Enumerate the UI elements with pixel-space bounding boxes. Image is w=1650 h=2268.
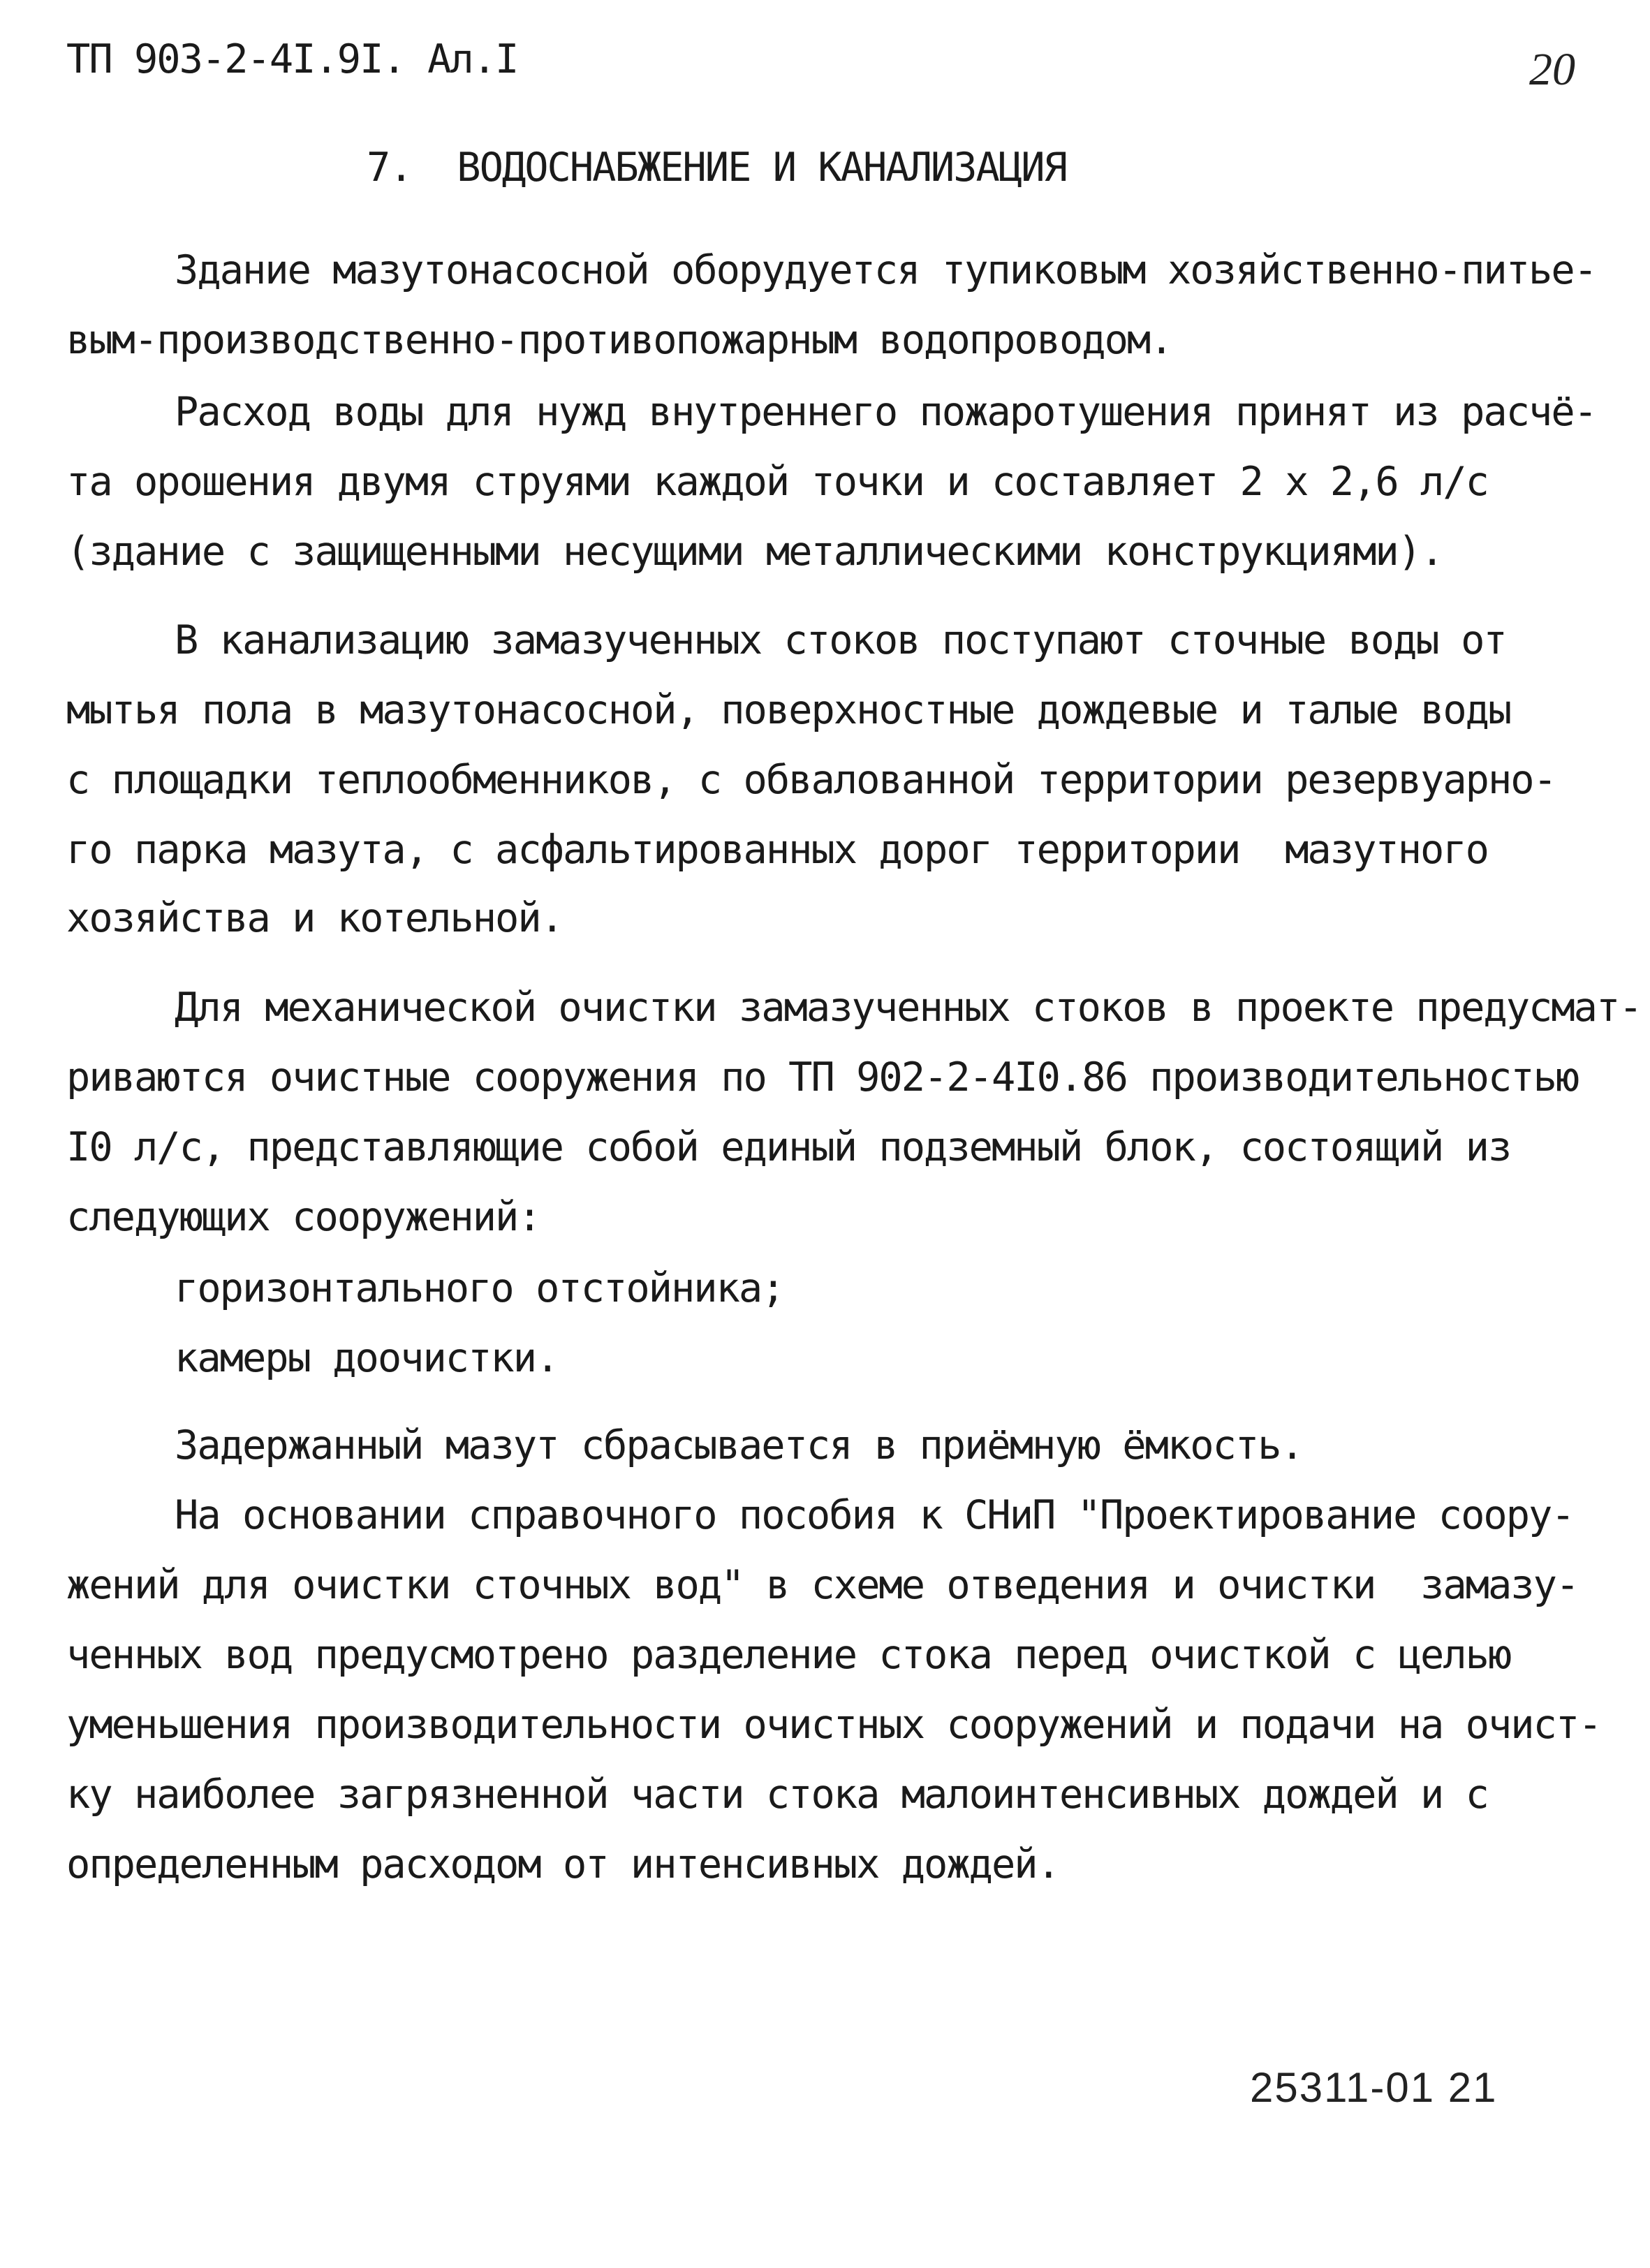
page-number: 20: [1529, 44, 1575, 95]
text-line: Для механической очистки замазученных стоков в проекте предусмат-: [175, 985, 1642, 1031]
document-code: ТП 903-2-4I.9I. Ал.I: [66, 36, 518, 82]
text-line: (здание с защищенными несущими металлическими конструкциями).: [66, 529, 1443, 575]
text-line: жений для очистки сточных вод" в схеме отведения и очистки замазу-: [66, 1562, 1579, 1608]
text-line: мытья пола в мазутонасосной, поверхностные дождевые и талые воды: [66, 687, 1511, 733]
text-line: с площадки теплообменников, с обвалованной территории резервуарно-: [66, 757, 1556, 803]
sheet-code: 25311-01 21: [1250, 2064, 1498, 2111]
text-line: I0 л/с, представляющие собой единый подземный блок, состоящий из: [66, 1124, 1511, 1170]
text-line: уменьшения производительности очистных сооружений и подачи на очист-: [66, 1702, 1601, 1748]
text-line: Задержанный мазут сбрасывается в приёмную ёмкость.: [175, 1422, 1303, 1468]
text-line: вым-производственно-противопожарным водопроводом.: [66, 317, 1172, 363]
text-line: В канализацию замазученных стоков поступают сточные воды от: [175, 617, 1506, 663]
text-line: ку наиболее загрязненной части стока малоинтенсивных дождей и с: [66, 1772, 1488, 1818]
text-line: та орошения двумя струями каждой точки и составляет 2 х 2,6 л/с: [66, 459, 1488, 505]
text-line: определенным расходом от интенсивных дождей.: [66, 1841, 1059, 1887]
text-line: На основании справочного пособия к СНиП "Проектирование соору-: [175, 1492, 1574, 1538]
text-line: риваются очистные сооружения по ТП 902-2-4I0.86 производительностью: [66, 1054, 1579, 1100]
text-line: хозяйства и котельной.: [66, 895, 563, 941]
list-item: горизонтального отстойника;: [175, 1265, 784, 1311]
text-line: Здание мазутонасосной оборудуется тупиковым хозяйственно-питье-: [175, 247, 1596, 293]
section-title: 7. ВОДОСНАБЖЕНИЕ И КАНАЛИЗАЦИЯ: [367, 145, 1066, 191]
text-line: го парка мазута, с асфальтированных дорог территории мазутного: [66, 827, 1488, 873]
list-item: камеры доочистки.: [175, 1335, 559, 1381]
text-line: ченных вод предусмотрено разделение стока перед очисткой с целью: [66, 1632, 1511, 1678]
text-line: Расход воды для нужд внутреннего пожаротушения принят из расчё-: [175, 389, 1596, 435]
text-line: следующих сооружений:: [66, 1194, 540, 1240]
